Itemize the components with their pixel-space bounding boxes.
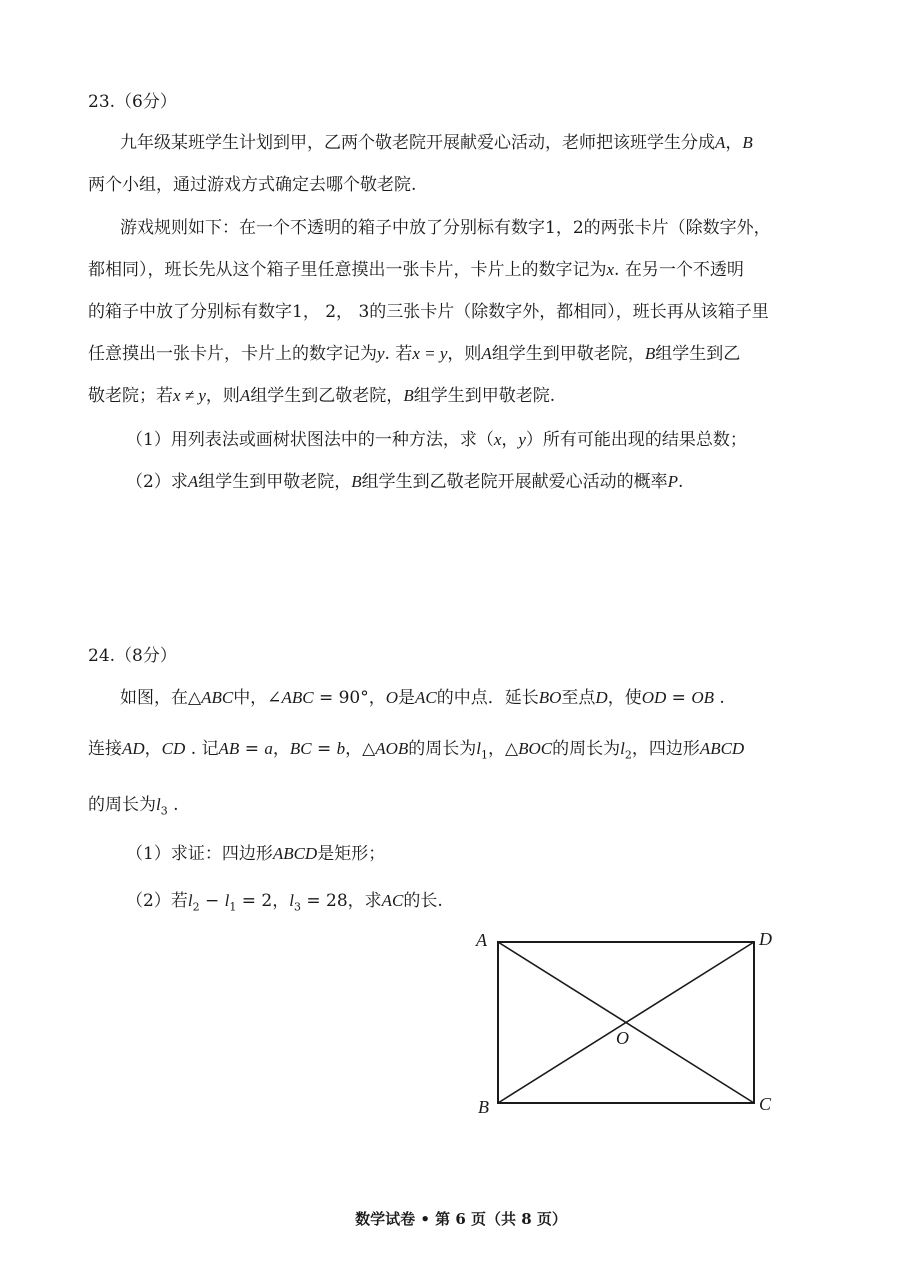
var-b: b (336, 739, 346, 758)
text: = 28，求 (300, 891, 382, 911)
label-o: O (616, 1028, 629, 1048)
subscript: 3 (293, 900, 301, 914)
text: = 90°， (313, 688, 386, 708)
label-b: B (478, 1097, 489, 1117)
var-OD: OD (641, 688, 667, 707)
var-l: l (476, 739, 482, 758)
text: 的周长为 (88, 795, 156, 815)
var-ABC: ABC (201, 688, 234, 707)
var-OB: OB (691, 688, 714, 707)
text: ， (501, 430, 519, 450)
var-AC: AC (381, 891, 404, 910)
text: 任意摸出一张卡片，卡片上的数字记为 (88, 344, 377, 364)
text: . (714, 688, 725, 708)
text: 组学生到乙敬老院， (250, 386, 404, 406)
text: . (167, 795, 179, 815)
text: （1）用列表法或画树状图法中的一种方法，求（ (126, 430, 494, 450)
text: 至点 (561, 688, 596, 708)
text: = (666, 688, 692, 708)
q24-subquestion-1 (126, 842, 385, 866)
text: ，使 (607, 688, 642, 708)
text: 组学生到乙 (655, 344, 741, 364)
var-l: l (224, 891, 230, 910)
q23-rules-line (88, 342, 740, 366)
text: （2）若 (126, 891, 188, 911)
var-CD: CD (161, 739, 186, 758)
var-A: A (187, 472, 199, 491)
text: 连接 (88, 739, 122, 759)
subscript: 1 (229, 900, 237, 914)
text: ， (725, 133, 743, 153)
inequality: x ≠ y (173, 386, 206, 405)
text: 敬老院；若 (88, 386, 173, 406)
text: 的周长为 (408, 739, 477, 759)
text: = (239, 739, 265, 759)
text: 组学生到甲敬老院， (198, 472, 352, 492)
text: 是 (398, 688, 416, 708)
text: ，则 (205, 386, 240, 406)
page-footer: 数学试卷 • 第 6 页（共 8 页） (355, 1210, 567, 1228)
var-A: A (239, 386, 251, 405)
var-l: l (156, 795, 161, 814)
q23-paragraph-line: 两个小组，通过游戏方式确定去哪个敬老院. (88, 175, 417, 195)
text: ，则 (447, 344, 482, 364)
var-AD: AD (122, 739, 145, 758)
equation: x = y (412, 344, 448, 363)
var-AC: AC (415, 688, 437, 707)
text: ， (272, 739, 290, 759)
text: ，△ (345, 739, 376, 759)
text: . 若 (384, 344, 413, 364)
text: − (199, 891, 225, 911)
var-l: l (620, 739, 625, 758)
subscript: 1 (481, 748, 489, 762)
text: 中，∠ (233, 688, 282, 708)
q24-paragraph-line (120, 686, 725, 710)
question-24-header: 24.（8分） (88, 646, 177, 666)
var-P: P (667, 472, 678, 491)
var-O: O (385, 688, 399, 707)
var-A: A (715, 133, 726, 152)
q24-paragraph-line (88, 793, 179, 823)
text: 的周长为 (552, 739, 621, 759)
text: ，四边形 (631, 739, 700, 759)
q24-subquestion-2 (126, 889, 443, 919)
q23-subquestion-2 (126, 470, 683, 494)
q23-rules-line: 游戏规则如下：在一个不透明的箱子中放了分别标有数字1，2的两张卡片（除数字外， (120, 218, 771, 238)
var-ABCD: ABCD (699, 739, 745, 758)
var-y: y (518, 430, 526, 449)
text: 如图，在△ (120, 688, 202, 708)
text: 是矩形； (317, 844, 386, 864)
text: 组学生到甲敬老院. (413, 386, 556, 406)
var-x: x (493, 430, 502, 449)
q24-paragraph-line (88, 737, 744, 767)
text: （2）求 (126, 472, 188, 492)
subscript: 2 (624, 748, 632, 762)
var-A: A (481, 344, 492, 363)
var-B: B (742, 133, 753, 152)
var-B: B (403, 386, 414, 405)
text: ）所有可能出现的结果总数； (525, 430, 747, 450)
var-AB: AB (218, 739, 240, 758)
q23-rules-line (88, 258, 744, 282)
text: 的中点．延长 (436, 688, 539, 708)
var-a: a (264, 739, 273, 758)
text: ，△ (488, 739, 519, 759)
var-y: y (377, 344, 385, 363)
text: 九年级某班学生计划到甲，乙两个敬老院开展献爱心活动，老师把该班学生分成 (120, 133, 715, 153)
var-l: l (289, 891, 294, 910)
text: 组学生到甲敬老院， (491, 344, 645, 364)
text: 都相同），班长先从这个箱子里任意摸出一张卡片，卡片上的数字记为 (88, 260, 607, 280)
rectangle-figure (470, 925, 780, 1120)
q23-rules-line (88, 384, 555, 408)
var-D: D (595, 688, 608, 707)
var-l: l (187, 891, 193, 910)
label-c: C (759, 1094, 772, 1114)
text: = (311, 739, 337, 759)
var-BOC: BOC (518, 739, 553, 758)
rectangle-diagram (470, 925, 780, 1120)
var-BC: BC (289, 739, 312, 758)
var-x: x (606, 260, 615, 279)
text: . 记 (185, 739, 219, 759)
q23-paragraph-line (120, 131, 753, 155)
text: ， (144, 739, 162, 759)
label-a: A (476, 930, 487, 950)
text: 的长. (403, 891, 443, 911)
var-ABCD: ABCD (272, 844, 318, 863)
var-B: B (351, 472, 362, 491)
text: （1）求证：四边形 (126, 844, 273, 864)
var-B: B (644, 344, 656, 363)
subscript: 2 (192, 900, 200, 914)
text: . 在另一个不透明 (614, 260, 744, 280)
label-d: D (759, 929, 772, 949)
text: . (678, 472, 684, 492)
var-ABC: ABC (281, 688, 314, 707)
q23-rules-line: 的箱子中放了分别标有数字1， 2， 3的三张卡片（除数字外，都相同），班长再从该箱子里 (88, 302, 769, 322)
var-AOB: AOB (375, 739, 409, 758)
text: = 2， (236, 891, 290, 911)
var-BO: BO (538, 688, 562, 707)
q23-subquestion-1 (126, 428, 747, 452)
text: 组学生到乙敬老院开展献爱心活动的概率 (361, 472, 668, 492)
question-23-header: 23.（6分） (88, 92, 177, 112)
subscript: 3 (160, 804, 168, 818)
